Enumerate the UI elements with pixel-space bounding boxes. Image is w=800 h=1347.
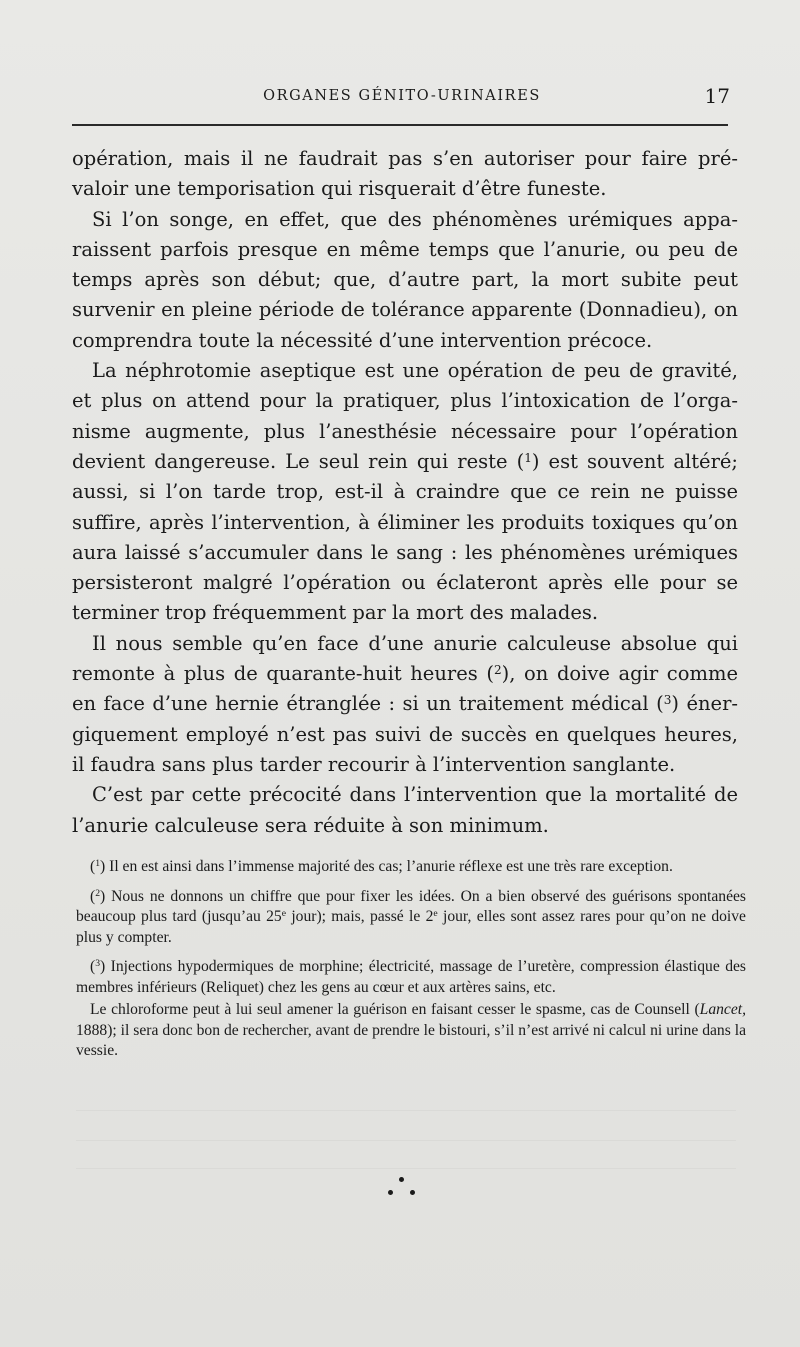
- footnote: ($^2$) Nous ne donnons un chiffre que pour fixer les idées. On a bien observé des guérisons spontanées beaucoup plus tard (jusqu’au 25e jour); mais, passé le 2e jour, elles sont assez rares pour qu’on ne doive plus y compter.: [76, 887, 746, 946]
- page-header: [72, 84, 732, 114]
- paragraph: La néphrotomie aseptique est une opération de peu de gravité, et plus on attend pour la pratiquer, plus l’intoxication de l’organisme augmente, plus l’anesthésie nécessaire pour l’opération devient dangereuse. Le seul rein qui reste ($^1$) est souvent altéré; aussi, si l’on tarde trop, est-il à craindre que ce rein ne puisse suffire, après l’intervention, à éliminer les produits toxiques qu’on aura laissé s’accumuler dans le sang : les phénomènes urémiques persisteront malgré l’opération ou éclateront après elle pour se terminer trop fréquemment par la mort des malades.: [72, 359, 739, 625]
- footnote: Le chloroforme peut à lui seul amener la guérison en faisant cesser le spasme, cas de Counsell (Lancet, 1888); il sera donc bon de rechercher, avant de prendre le bistouri, s’il n’est arrivé ni calcul ni urine dans la vessie.: [76, 1001, 746, 1059]
- page-number: 17: [704, 84, 730, 108]
- end-ornament-icon: [384, 1174, 420, 1204]
- footnote: ($^1$) Il en est ainsi dans l’immense majorité des cas; l’anurie réflexe est une très rare exception.: [90, 858, 673, 875]
- footnotes: [76, 857, 746, 1071]
- paragraph: Il nous semble qu’en face d’une anurie calculeuse absolue qui remonte à plus de quarante-huit heures ($^2$), on doive agir comme en face d’une hernie étranglée : si un traitement médical ($^3$) énergiquement employé n’est pas suivi de succès en quelques heures, il faudra sans plus tarder recourir à l’intervention sanglante.: [72, 631, 738, 776]
- paragraph: C’est par cette précocité dans l’intervention que la mortalité de l’anurie calculeuse sera réduite à son minimum.: [72, 783, 738, 837]
- paragraph: Si l’on songe, en effet, que des phénomènes urémiques apparaissent parfois presque en même temps que l’anurie, ou peu de temps après son début; que, d’autre part, la mort subite peut survenir en pleine période de tolérance apparente (Donnadieu), on comprendra toute la nécessité d’une intervention précoce.: [72, 207, 738, 352]
- paragraph: opération, mais il ne faudrait pas s’en autoriser pour faire prévaloir une temporisation qui risquerait d’être funeste.: [72, 147, 738, 201]
- header-rule: [72, 124, 728, 126]
- body-text: [72, 144, 738, 841]
- footnote: ($^3$) Injections hypodermiques de morphine; électricité, massage de l’uretère, compression élastique des membres inférieurs (Reliquet) chez les gens au cœur et aux artères sains, etc.: [76, 958, 746, 996]
- running-head: ORGANES GÉNITO-URINAIRES: [263, 88, 541, 104]
